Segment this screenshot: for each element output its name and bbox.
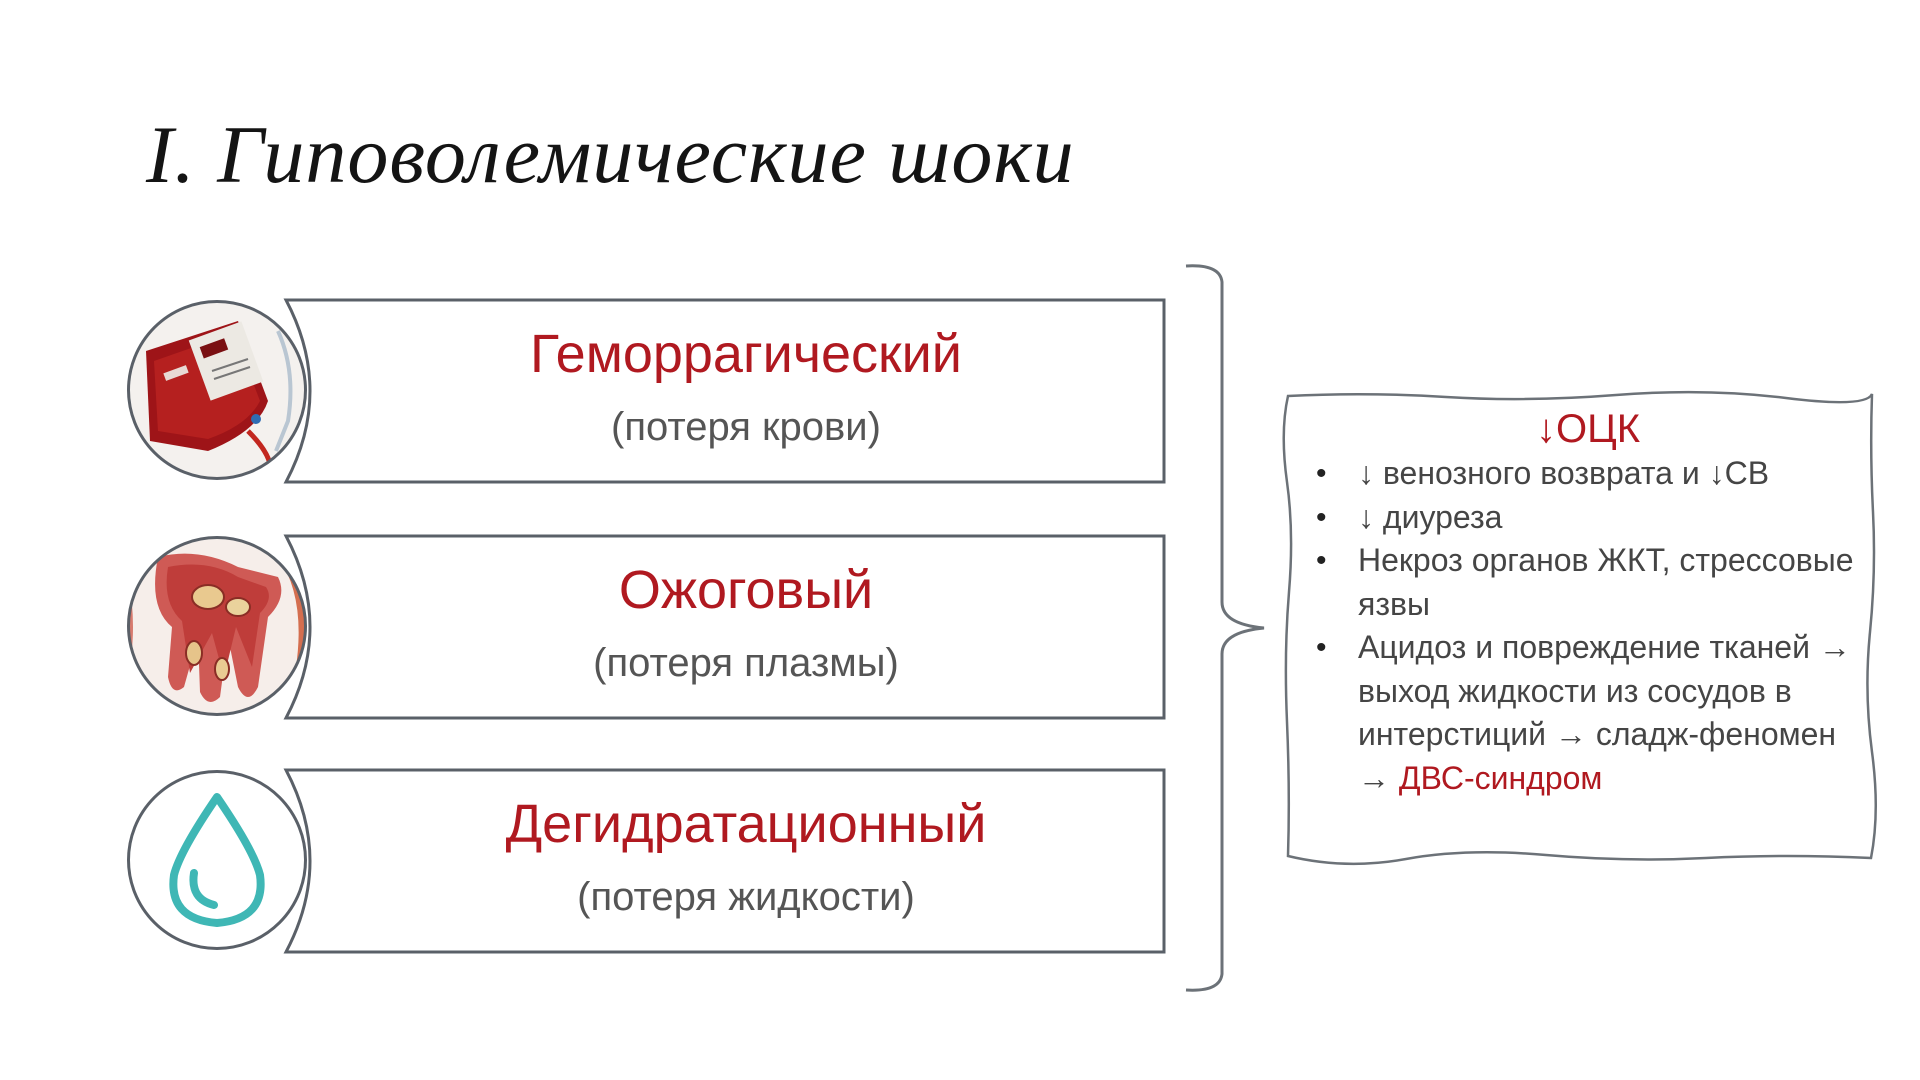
- consequences-content: [1312, 406, 1864, 800]
- shock-subtitle: (потеря плазмы): [593, 641, 899, 685]
- list-item-text: Ацидоз и повреждение тканей → выход жидкости из сосудов в интерстиций → сладж-феномен →: [1358, 629, 1851, 796]
- list-item: • Некроз органов ЖКТ, стрессовые язвы: [1312, 539, 1864, 626]
- shock-card-hemorrhagic: [126, 300, 1166, 486]
- list-item: [1312, 626, 1864, 800]
- curly-brace: [1180, 262, 1270, 994]
- shock-name: Геморрагический: [530, 324, 962, 384]
- slide-title: I. Гиповолемические шоки: [146, 109, 1075, 200]
- shock-subtitle: (потеря жидкости): [577, 875, 915, 919]
- shock-text: [376, 558, 1116, 688]
- list-item: • ↓ венозного возврата и ↓СВ: [1312, 452, 1864, 496]
- dic-syndrome-highlight: ДВС-синдром: [1398, 759, 1603, 796]
- shock-card-burn: [126, 536, 1166, 722]
- consequences-box: [1286, 392, 1874, 860]
- shock-text: [376, 792, 1116, 922]
- consequences-heading: ↓ОЦК: [1535, 407, 1640, 451]
- shock-name: Ожоговый: [618, 560, 874, 620]
- consequences-list: [1312, 452, 1864, 800]
- shock-text: [376, 322, 1116, 452]
- blood-bag-image: [128, 301, 306, 479]
- shock-name: Дегидратационный: [505, 794, 987, 854]
- list-item: • ↓ диуреза: [1312, 496, 1864, 540]
- water-drop-icon: [128, 771, 306, 949]
- shock-subtitle: (потеря крови): [611, 405, 881, 449]
- burned-hand-image: [128, 537, 306, 715]
- shock-card-dehydration: [126, 770, 1166, 956]
